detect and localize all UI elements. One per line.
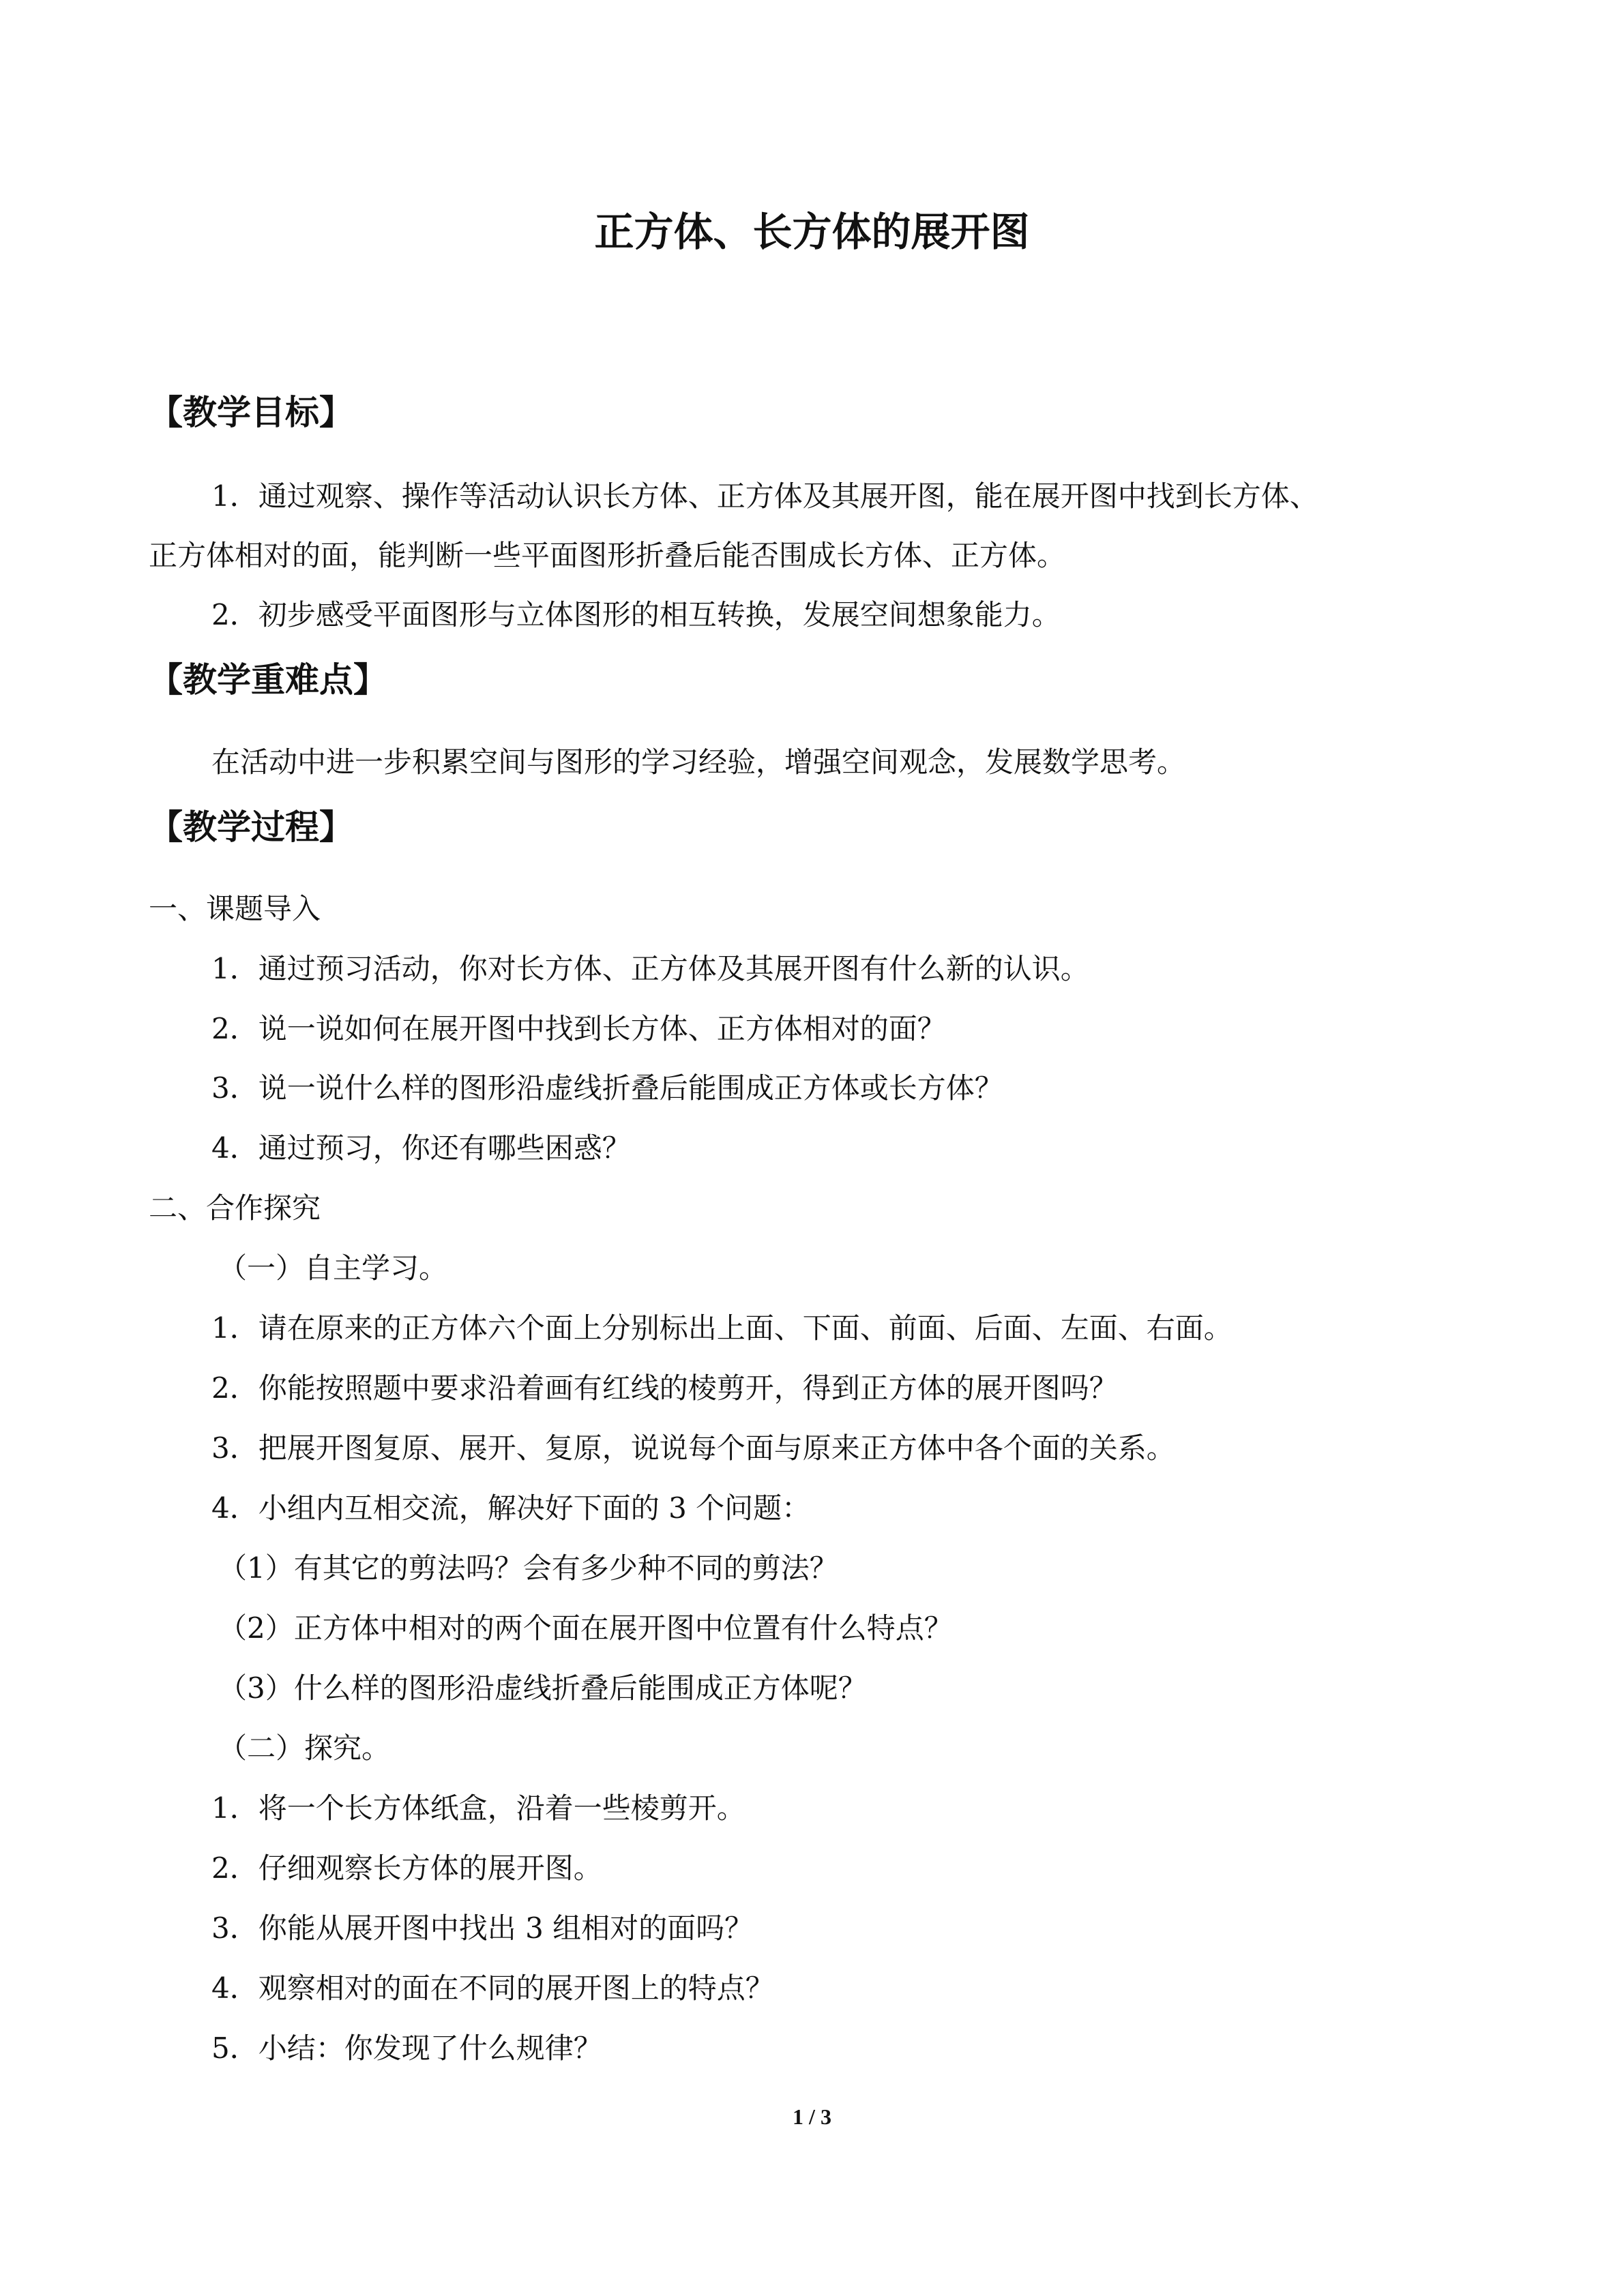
part-2-sub-1-item-4: 4．小组内互相交流，解决好下面的 3 个问题： bbox=[211, 1491, 811, 1525]
question-1: （1）有其它的剪法吗？会有多少种不同的剪法？ bbox=[218, 1551, 838, 1585]
key-points-text: 在活动中进一步积累空间与图形的学习经验，增强空间观念，发展数学思考。 bbox=[211, 745, 1186, 779]
page-number: 1 / 3 bbox=[793, 2104, 831, 2129]
heading-process: 【教学过程】 bbox=[149, 807, 353, 847]
part-2-sub-2-item-2: 2．仔细观察长方体的展开图。 bbox=[211, 1851, 602, 1885]
part-1-item-4: 4．通过预习，你还有哪些困惑？ bbox=[211, 1131, 631, 1165]
part-2-sub-2-item-5: 5．小结：你发现了什么规律？ bbox=[211, 2031, 602, 2065]
document-title: 正方体、长方体的展开图 bbox=[594, 209, 1030, 255]
part-2-sub-2-item-3: 3．你能从展开图中找出 3 组相对的面吗？ bbox=[211, 1911, 754, 1945]
part-1-item-3: 3．说一说什么样的图形沿虚线折叠后能围成正方体或长方体？ bbox=[211, 1071, 1003, 1105]
part-1-title: 一、课题导入 bbox=[149, 892, 321, 925]
part-2-sub-1: （一）自主学习。 bbox=[218, 1251, 448, 1285]
objective-1-line-2: 正方体相对的面，能判断一些平面图形折叠后能否围成长方体、正方体。 bbox=[149, 539, 1066, 572]
part-2-sub-2-item-1: 1．将一个长方体纸盒，沿着一些棱剪开。 bbox=[211, 1791, 745, 1825]
part-2-sub-1-item-1: 1．请在原来的正方体六个面上分别标出上面、下面、前面、后面、左面、右面。 bbox=[211, 1311, 1232, 1345]
part-1-item-2: 2．说一说如何在展开图中找到长方体、正方体相对的面？ bbox=[211, 1012, 946, 1045]
part-2-sub-2-item-4: 4．观察相对的面在不同的展开图上的特点？ bbox=[211, 1971, 774, 2005]
part-2-title: 二、合作探究 bbox=[149, 1191, 321, 1225]
question-3: （3）什么样的图形沿虚线折叠后能围成正方体呢？ bbox=[218, 1671, 867, 1705]
objective-1-line-1: 1．通过观察、操作等活动认识长方体、正方体及其展开图，能在展开图中找到长方体、 bbox=[211, 479, 1318, 513]
part-1-item-1: 1．通过预习活动，你对长方体、正方体及其展开图有什么新的认识。 bbox=[211, 952, 1089, 985]
heading-key-points: 【教学重难点】 bbox=[149, 660, 387, 700]
heading-objectives: 【教学目标】 bbox=[149, 393, 353, 432]
objective-2: 2．初步感受平面图形与立体图形的相互转换，发展空间想象能力。 bbox=[211, 598, 1061, 631]
part-2-sub-1-item-3: 3．把展开图复原、展开、复原，说说每个面与原来正方体中各个面的关系。 bbox=[211, 1431, 1175, 1465]
part-2-sub-2: （二）探究。 bbox=[218, 1731, 391, 1765]
question-2: （2）正方体中相对的两个面在展开图中位置有什么特点？ bbox=[218, 1611, 953, 1645]
part-2-sub-1-item-2: 2．你能按照题中要求沿着画有红线的棱剪开，得到正方体的展开图吗？ bbox=[211, 1371, 1118, 1405]
